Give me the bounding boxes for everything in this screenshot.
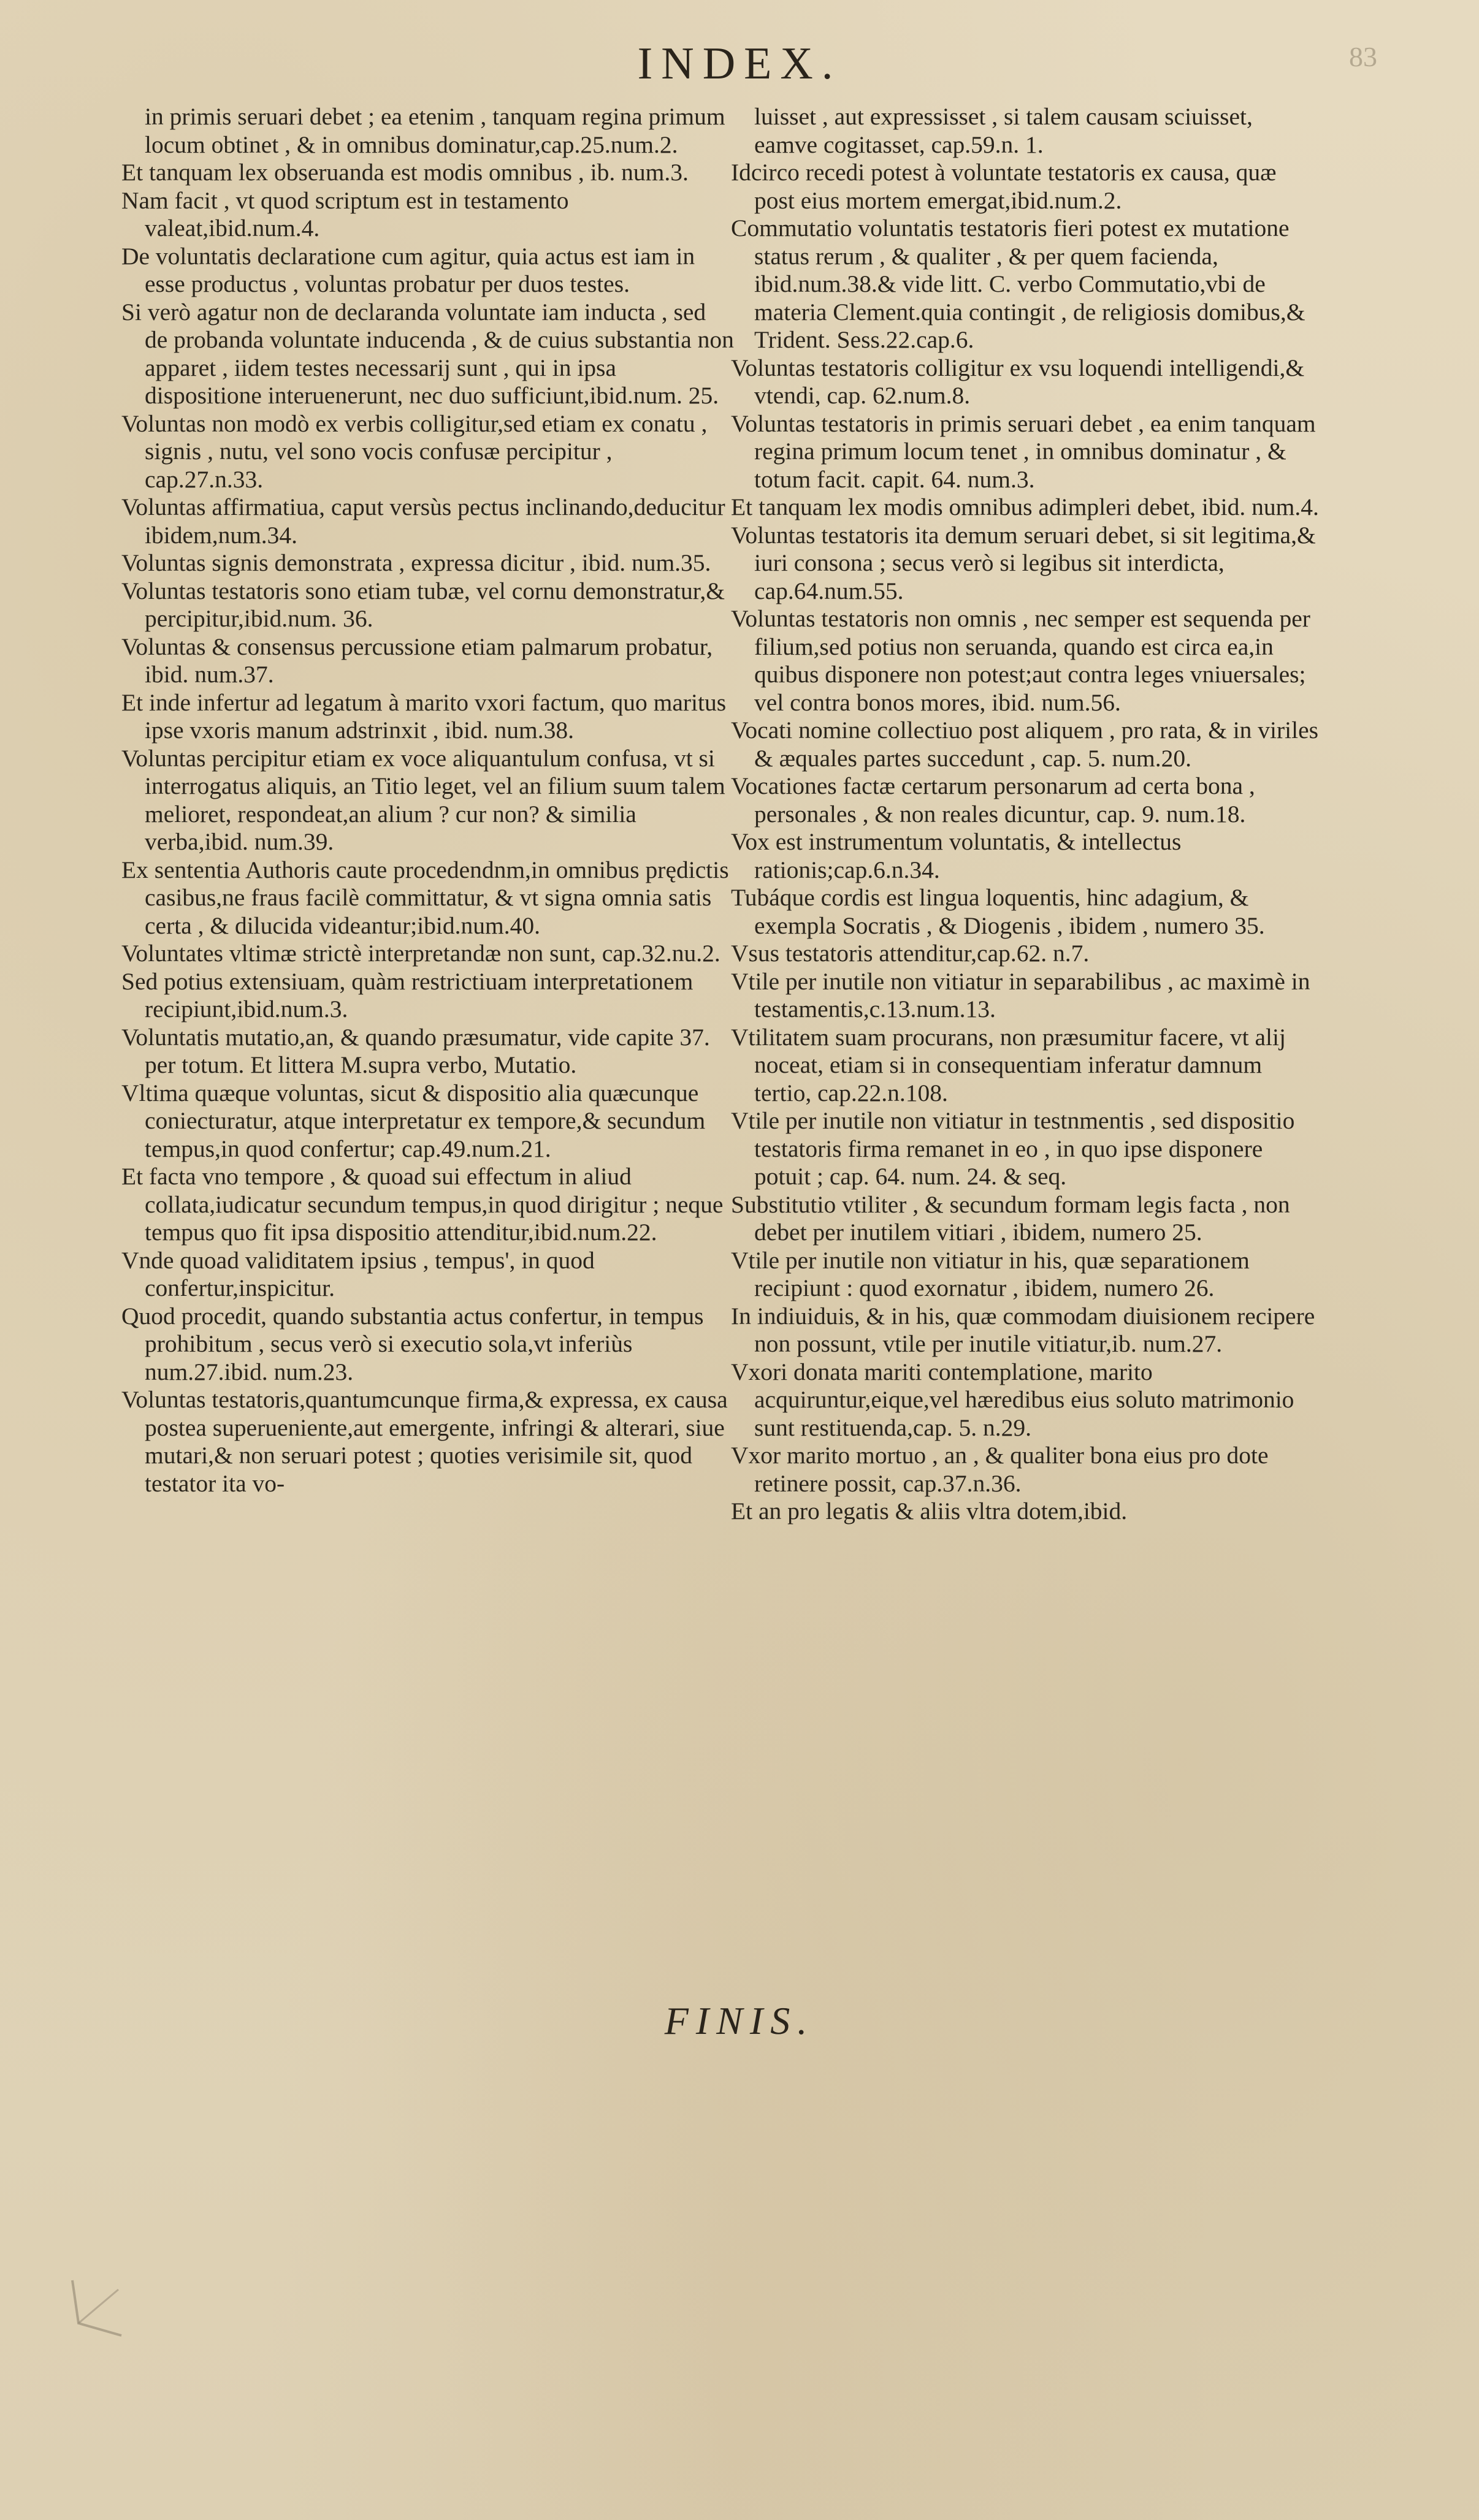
index-entry: Tubáque cordis est lingua loquentis, hinc adagium, & exempla Socratis , & Diogenis , ibidem , numero 35.	[731, 884, 1265, 939]
index-entry: Voluntas affirmatiua, caput versùs pectus inclinando,deducitur ibidem,num.34.	[121, 493, 725, 549]
index-entry: Vtilitatem suam procurans, non præsumitur facere, vt alij noceat, etiam si in consequentiam inferatur damnum tertio, cap.22.n.108.	[731, 1023, 1286, 1106]
index-entry: in primis seruari debet ; ea etenim , tanquam regina primum locum obtinet , & in omnibus dominatur,cap.25.num.2.	[145, 103, 725, 158]
index-entry: Vtile per inutile non vitiatur in separabilibus , ac maximè in testamentis,c.13.num.13.	[731, 967, 1310, 1022]
index-entry: Nam facit , vt quod scriptum est in testamento valeat,ibid.num.4.	[121, 186, 569, 242]
index-column-right	[731, 103, 1320, 1526]
index-entry: Et tanquam lex modis omnibus adimpleri debet, ibid. num.4.	[731, 493, 1319, 520]
index-entry: Vtile per inutile non vitiatur in his, quæ separationem recipiunt : quod exornatur , ibidem, numero 26.	[731, 1246, 1250, 1301]
ink-scribble-mark	[60, 2268, 134, 2342]
index-entry: Ex sententia Authoris caute procedendnm,in omnibus prędictis casibus,ne fraus facilè committatur, & vt signa omnia satis certa , & dilucida videantur;ibid.num.40.	[121, 856, 729, 939]
index-column-left	[121, 103, 735, 1498]
index-entry: Vox est instrumentum voluntatis, & intellectus rationis;cap.6.n.34.	[731, 828, 1182, 883]
page-number: 83	[1349, 41, 1377, 72]
index-entry: luisset , aut expressisset , si talem causam sciuisset, eamve cogitasset, cap.59.n. 1.	[754, 103, 1253, 158]
index-entry: Voluntatis mutatio,an, & quando præsumatur, vide capite 37. per totum. Et littera M.supra verbo, Mutatio.	[121, 1023, 710, 1078]
index-entry: Vocationes factæ certarum personarum ad certa bona , personales , & non reales dicuntur, cap. 9. num.18.	[731, 772, 1255, 828]
index-entry: Et inde infertur ad legatum à marito vxori factum, quo maritus ipse vxoris manum adstrinxit , ibid. num.38.	[121, 688, 727, 744]
page-title: INDEX.	[637, 39, 842, 89]
index-entry: Voluntas & consensus percussione etiam palmarum probatur, ibid. num.37.	[121, 633, 713, 688]
index-entry: Voluntas testatoris colligitur ex vsu loquendi intelligendi,& vtendi, cap. 62.num.8.	[731, 354, 1305, 409]
index-entry: Idcirco recedi potest à voluntate testatoris ex causa, quæ post eius mortem emergat,ibid.num.2.	[731, 159, 1277, 214]
index-entry: Voluntas percipitur etiam ex voce aliquantulum confusa, vt si interrogatus aliquis, an Titio leget, vel an filium suum talem melioret, respondeat,an alium ? cur non? & similia verba,ibid. num.39.	[121, 744, 725, 855]
index-entry: Substitutio vtiliter , & secundum formam legis facta , non debet per inutilem vitiari , ibidem, numero 25.	[731, 1190, 1290, 1246]
index-entry: Sed potius extensiuam, quàm restrictiuam interpretationem recipiunt,ibid.num.3.	[121, 967, 694, 1022]
index-entry: De voluntatis declaratione cum agitur, quia actus est iam in esse productus , voluntas probatur per duos testes.	[121, 242, 695, 297]
index-entry: Vltima quæque voluntas, sicut & dispositio alia quæcunque coniecturatur, atque interpretatur ex tempore,& secundum tempus,in quod confertur; cap.49.num.21.	[121, 1079, 706, 1162]
index-entry: Vxor marito mortuo , an , & qualiter bona eius pro dote retinere possit, cap.37.n.36.	[731, 1442, 1269, 1497]
index-entry: Voluntas signis demonstrata , expressa dicitur , ibid. num.35.	[121, 549, 711, 576]
index-entry: Voluntas testatoris in primis seruari debet , ea enim tanquam regina primum locum tenet , in omnibus dominatur , & totum facit. capit. 64. num.3.	[731, 409, 1316, 493]
index-entry: Voluntates vltimæ strictè interpretandæ non sunt, cap.32.nu.2.	[121, 940, 720, 967]
index-entry: Et an pro legatis & aliis vltra dotem,ibid.	[731, 1498, 1128, 1525]
index-entry: In indiuiduis, & in his, quæ commodam diuisionem recipere non possunt, vtile per inutile vitiatur,ib. num.27.	[731, 1302, 1315, 1357]
index-entry: Commutatio voluntatis testatoris fieri potest ex mutatione status rerum , & qualiter , & per quem facienda, ibid.num.38.& vide litt. C. verbo Commutatio,vbi de materia Clement.quia contingit , de religiosis domibus,& Trident. Sess.22.cap.6.	[731, 215, 1305, 353]
index-entry: Voluntas non modò ex verbis colligitur,sed etiam ex conatu , signis , nutu, vel sono vocis confusæ percipitur , cap.27.n.33.	[121, 409, 708, 493]
index-entry: Voluntas testatoris sono etiam tubæ, vel cornu demonstratur,& percipitur,ibid.num. 36.	[121, 577, 725, 632]
index-entry: Et facta vno tempore , & quoad sui effectum in aliud collata,iudicatur secundum tempus,in quod dirigitur ; neque tempus quo fit ipsa dispositio attenditur,ibid.num.22.	[121, 1163, 724, 1246]
index-entry: Vocati nomine collectiuo post aliquem , pro rata, & in viriles & æquales partes succedunt , cap. 5. num.20.	[731, 717, 1319, 772]
index-entry: Vtile per inutile non vitiatur in testnmentis , sed dispositio testatoris firma remanet in eo , in quo ipse disponere potuit ; cap. 64. num. 24. & seq.	[731, 1107, 1295, 1190]
index-entry: Voluntas testatoris ita demum seruari debet, si sit legitima,& iuri consona ; secus verò si legibus sit interdicta, cap.64.num.55.	[731, 521, 1316, 604]
index-entry: Voluntas testatoris non omnis , nec semper est sequenda per filium,sed potius non seruanda, quando est circa ea,in quibus disponere non potest;aut contra leges vniuersales; vel contra bonos mores, ibid. num.56.	[731, 605, 1310, 716]
index-entry: Voluntas testatoris,quantumcunque firma,& expressa, ex causa postea superueniente,aut emergente, infringi & alterari, siue mutari,& non seruari potest ; quoties verisimile sit, quod testator ita vo-	[121, 1386, 728, 1497]
index-entry: Et tanquam lex obseruanda est modis omnibus , ib. num.3.	[121, 159, 689, 186]
index-entry: Vsus testatoris attenditur,cap.62. n.7.	[731, 940, 1090, 967]
index-entry: Vnde quoad validitatem ipsius , tempus', in quod confertur,inspicitur.	[121, 1246, 595, 1301]
index-entry: Si verò agatur non de declaranda voluntate iam inducta , sed de probanda voluntate inducenda , & de cuius substantia non apparet , iidem testes necessarij sunt , qui in ipsa dispositione interuenerunt, nec duo sufficiunt,ibid.num. 25.	[121, 298, 734, 409]
finis-mark: FINIS.	[664, 1999, 815, 2042]
index-entry: Vxori donata mariti contemplatione, marito acquiruntur,eique,vel hæredibus eius soluto matrimonio sunt restituenda,cap. 5. n.29.	[731, 1358, 1294, 1441]
index-entry: Quod procedit, quando substantia actus confertur, in tempus prohibitum , secus verò si executio sola,vt inferiùs num.27.ibid. num.23.	[121, 1302, 704, 1385]
